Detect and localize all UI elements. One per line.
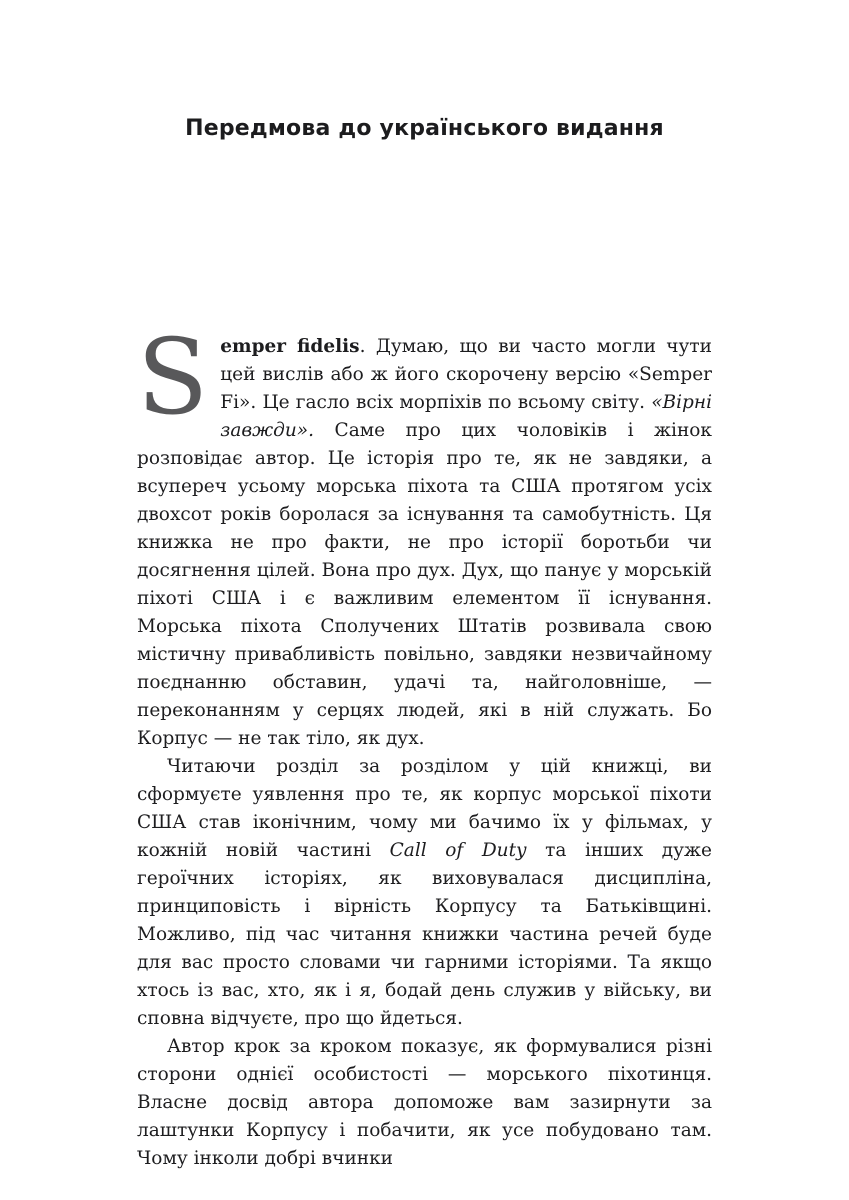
text-run: . Думаю, що ви часто могли чути цей вислів або ж його скорочену версію «Semper Fi». Це гасло всіх морпіхів по всьому світу. [220, 336, 712, 413]
text-run: emper fidelis [220, 336, 360, 357]
text-run: «Вірні завжди». [220, 392, 712, 441]
page-title: Передмова до українського видання [185, 116, 664, 141]
drop-cap: S [137, 316, 209, 438]
paragraph [137, 753, 712, 1033]
text-run: Call of Duty [389, 840, 527, 861]
paragraph [137, 316, 712, 753]
text-run: та інших дуже героїчних історіях, як виховувалася дисципліна, принциповість і вірність Корпусу та Батьківщині. Можливо, під час читання книжки частина речей буде для вас просто словами чи гарними історіями. Та якщо хтось із вас, хто, як і я, бодай день служив у війську, ви сповна відчуєте, про що йдеться. [137, 840, 712, 1029]
text-run: Читаючи розділ за розділом у цій книжці, ви сформуєте уявлення про те, як корпус морської піхоти США став іконічним, чому ми бачимо їх у фільмах, у кожній новій частині [137, 756, 712, 861]
body-text [137, 316, 712, 1173]
text-run: Автор крок за кроком показує, як формувалися різні сторони однієї особистості — морського піхотинця. Власне досвід автора допоможе вам зазирнути за лаштунки Корпусу і побачити, як усе побудовано там. Чому інколи добрі вчинки [137, 1036, 712, 1169]
text-run: Саме про цих чоловіків і жінок розповідає автор. Це історія про те, як не завдяки, а всупереч усьому морська піхота та США протягом усіх двохсот років боролася за існування та самобутність. Ця книжка не про факти, не про історії боротьби чи досягнення цілей. Вона про дух. Дух, що панує у морській піхоті США і є важливим елементом її існування. Морська піхота Сполучених Штатів розвивала свою містичну привабливість повільно, завдяки незвичайному поєднанню обставин, удачі та, найголовніше, — переконанням у серцях людей, які в ній служать. Бо Корпус — не так тіло, як дух. [137, 420, 712, 749]
paragraph [137, 1033, 712, 1173]
